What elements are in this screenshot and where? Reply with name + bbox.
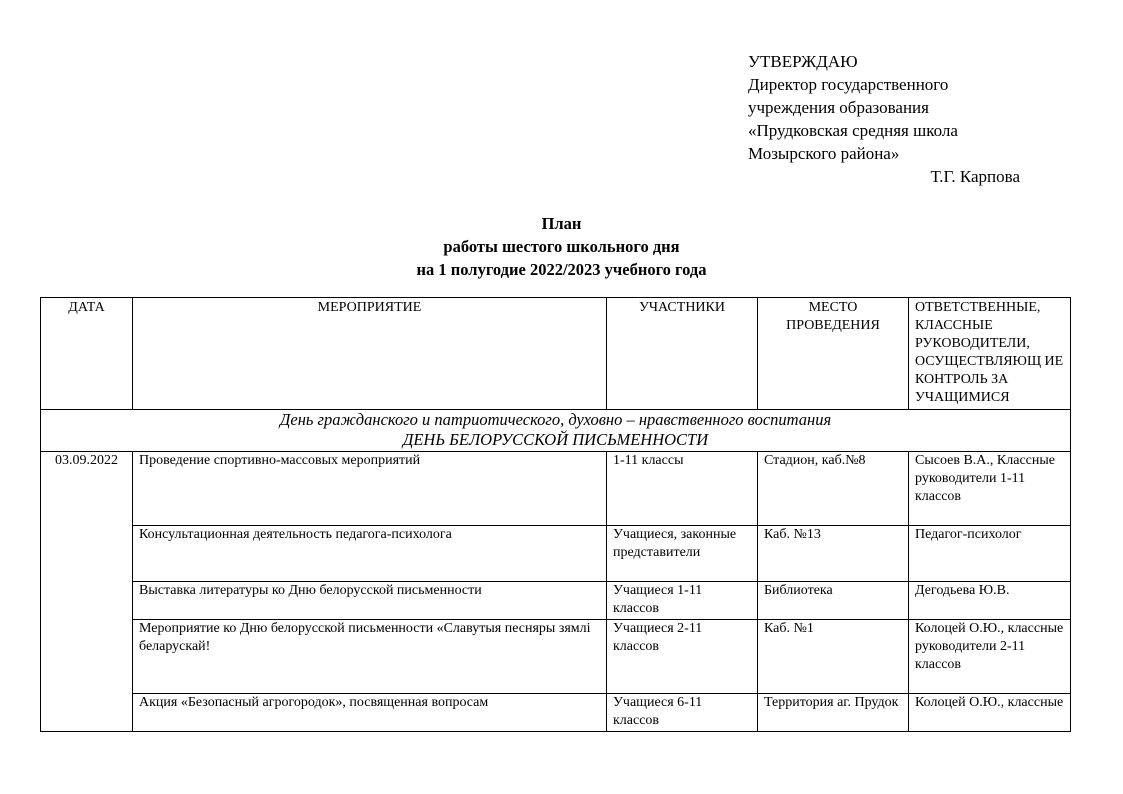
- responsible-cell: Дегодьева Ю.В.: [909, 582, 1071, 620]
- header-date: ДАТА: [41, 298, 133, 410]
- event-cell: Мероприятие ко Дню белорусской письменности «Славутыя песняры зямлі беларускай!: [133, 620, 607, 694]
- responsible-cell: Колоцей О.Ю., классные: [909, 694, 1071, 732]
- section-row: [41, 410, 1071, 452]
- participants-cell: Учащиеся, законные представители: [607, 526, 758, 582]
- approval-line: Мозырского района»: [748, 144, 900, 163]
- participants-cell: Учащиеся 6-11 классов: [607, 694, 758, 732]
- participants-cell: 1-11 классы: [607, 452, 758, 526]
- table-row: [41, 694, 1071, 732]
- place-cell: Каб. №1: [758, 620, 909, 694]
- header-participants: УЧАСТНИКИ: [607, 298, 758, 410]
- approval-heading: УТВЕРЖДАЮ: [748, 52, 858, 71]
- responsible-cell: Педагог-психолог: [909, 526, 1071, 582]
- participants-cell: Учащиеся 2-11 классов: [607, 620, 758, 694]
- responsible-cell: Сысоев В.А., Классные руководители 1-11 классов: [909, 452, 1071, 526]
- document-title: [0, 212, 1123, 281]
- place-cell: Территория аг. Прудок: [758, 694, 909, 732]
- event-cell: Акция «Безопасный агрогородок», посвященная вопросам: [133, 694, 607, 732]
- section-title: [41, 410, 1071, 452]
- plan-table: [40, 297, 1071, 732]
- table-row: [41, 526, 1071, 582]
- title-line: План: [541, 214, 582, 233]
- date-cell: 03.09.2022: [41, 452, 133, 732]
- approval-line: учреждения образования: [748, 98, 929, 117]
- place-cell: Библиотека: [758, 582, 909, 620]
- event-cell: Проведение спортивно-массовых мероприятий: [133, 452, 607, 526]
- participants-cell: Учащиеся 1-11 классов: [607, 582, 758, 620]
- section-line: ДЕНЬ БЕЛОРУССКОЙ ПИСЬМЕННОСТИ: [402, 430, 709, 449]
- section-line: День гражданского и патриотического, духовно – нравственного воспитания: [279, 410, 832, 429]
- table-header-row: [41, 298, 1071, 410]
- table-row: [41, 620, 1071, 694]
- table-row: [41, 582, 1071, 620]
- approval-line: Директор государственного: [748, 75, 949, 94]
- title-line: работы шестого школьного дня: [443, 237, 680, 256]
- header-event: МЕРОПРИЯТИЕ: [133, 298, 607, 410]
- approval-block: [748, 50, 1028, 188]
- responsible-cell: Колоцей О.Ю., классные руководители 2-11 классов: [909, 620, 1071, 694]
- title-line: на 1 полугодие 2022/2023 учебного года: [416, 260, 707, 279]
- table-row: [41, 452, 1071, 526]
- header-place: МЕСТО ПРОВЕДЕНИЯ: [758, 298, 909, 410]
- approval-signer: Т.Г. Карпова: [930, 167, 1020, 186]
- header-responsible: ОТВЕТСТВЕННЫЕ, КЛАССНЫЕ РУКОВОДИТЕЛИ, ОСУЩЕСТВЛЯЮЩ ИЕ КОНТРОЛЬ ЗА УЧАЩИМИСЯ: [909, 298, 1071, 410]
- event-cell: Консультационная деятельность педагога-психолога: [133, 526, 607, 582]
- approval-line: «Прудковская средняя школа: [748, 121, 958, 140]
- place-cell: Каб. №13: [758, 526, 909, 582]
- event-cell: Выставка литературы ко Дню белорусской письменности: [133, 582, 607, 620]
- place-cell: Стадион, каб.№8: [758, 452, 909, 526]
